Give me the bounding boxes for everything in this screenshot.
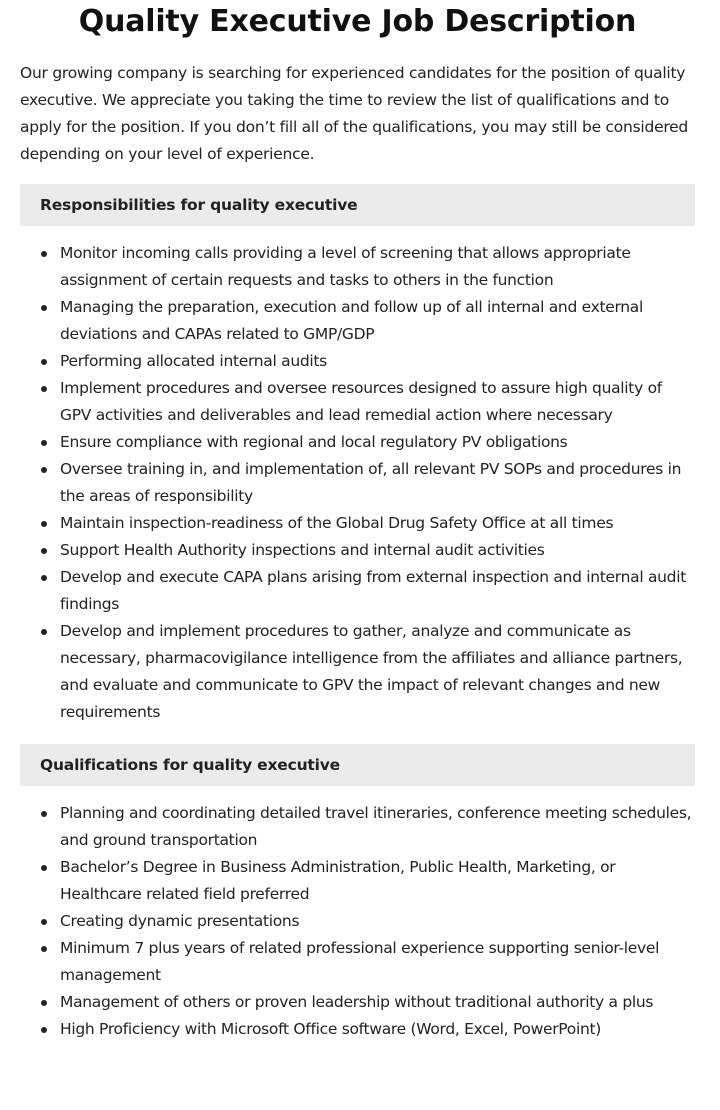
list-item-text: Maintain inspection-readiness of the Global Drug Safety Office at all times bbox=[60, 514, 614, 532]
list-item bbox=[20, 854, 695, 908]
bullet-icon bbox=[41, 521, 47, 527]
list-item bbox=[20, 618, 695, 726]
bullet-icon bbox=[41, 575, 47, 581]
list-item-text: Bachelor’s Degree in Business Administration, Public Health, Marketing, or Healthcare related field preferred bbox=[60, 858, 616, 903]
page-title: Quality Executive Job Description bbox=[78, 4, 637, 39]
bullet-icon bbox=[41, 629, 47, 635]
bullet-icon bbox=[41, 386, 47, 392]
list-item-text: Planning and coordinating detailed travel itineraries, conference meeting schedules, and ground transportation bbox=[60, 804, 692, 849]
list-item-text: Managing the preparation, execution and follow up of all internal and external deviations and CAPAs related to GMP/GDP bbox=[60, 298, 644, 343]
list-item-text: Management of others or proven leadership without traditional authority a plus bbox=[60, 993, 654, 1011]
bullet-icon bbox=[41, 440, 47, 446]
list-item bbox=[20, 935, 695, 989]
list-item-text: Implement procedures and oversee resources designed to assure high quality of GPV activities and deliverables and lead remedial action where necessary bbox=[60, 379, 662, 424]
qualifications-list bbox=[20, 800, 695, 1043]
bullet-icon bbox=[41, 467, 47, 473]
bullet-icon bbox=[41, 1027, 47, 1033]
list-item-text: Creating dynamic presentations bbox=[60, 912, 300, 930]
list-item-text: Ensure compliance with regional and local regulatory PV obligations bbox=[60, 433, 568, 451]
bullet-icon bbox=[41, 359, 47, 365]
list-item bbox=[20, 564, 695, 618]
list-item bbox=[20, 456, 695, 510]
list-item bbox=[20, 294, 695, 348]
intro-paragraph: Our growing company is searching for experienced candidates for the position of quality executive. We appreciate you taking the time to review the list of qualifications and to apply for the position. If you don’t fill all of the qualifications, you may still be considered depending on your level of experience. bbox=[20, 64, 689, 163]
list-item-text: Develop and implement procedures to gather, analyze and communicate as necessary, pharmacovigilance intelligence from the affiliates and alliance partners, and evaluate and communicate to GPV the impact of relevant changes and new requirements bbox=[60, 622, 683, 721]
qualifications-heading: Qualifications for quality executive bbox=[20, 744, 695, 786]
list-item-text: Minimum 7 plus years of related professional experience supporting senior-level management bbox=[60, 939, 660, 984]
list-item-text: Monitor incoming calls providing a level of screening that allows appropriate assignment of certain requests and tasks to others in the function bbox=[60, 244, 631, 289]
list-item bbox=[20, 240, 695, 294]
list-item bbox=[20, 510, 695, 537]
list-item bbox=[20, 537, 695, 564]
list-item-text: High Proficiency with Microsoft Office software (Word, Excel, PowerPoint) bbox=[60, 1020, 602, 1038]
bullet-icon bbox=[41, 305, 47, 311]
responsibilities-heading: Responsibilities for quality executive bbox=[20, 184, 695, 226]
bullet-icon bbox=[41, 548, 47, 554]
list-item-text: Performing allocated internal audits bbox=[60, 352, 327, 370]
list-item-text: Develop and execute CAPA plans arising from external inspection and internal audit findings bbox=[60, 568, 686, 613]
responsibilities-list bbox=[20, 240, 695, 726]
list-item bbox=[20, 429, 695, 456]
bullet-icon bbox=[41, 251, 47, 257]
list-item-text: Oversee training in, and implementation of, all relevant PV SOPs and procedures in the areas of responsibility bbox=[60, 460, 682, 505]
list-item bbox=[20, 348, 695, 375]
bullet-icon bbox=[41, 811, 47, 817]
list-item bbox=[20, 375, 695, 429]
bullet-icon bbox=[41, 865, 47, 871]
list-item-text: Support Health Authority inspections and internal audit activities bbox=[60, 541, 545, 559]
bullet-icon bbox=[41, 1000, 47, 1006]
list-item bbox=[20, 908, 695, 935]
bullet-icon bbox=[41, 946, 47, 952]
bullet-icon bbox=[41, 919, 47, 925]
list-item bbox=[20, 800, 695, 854]
list-item bbox=[20, 1016, 695, 1043]
list-item bbox=[20, 989, 695, 1016]
